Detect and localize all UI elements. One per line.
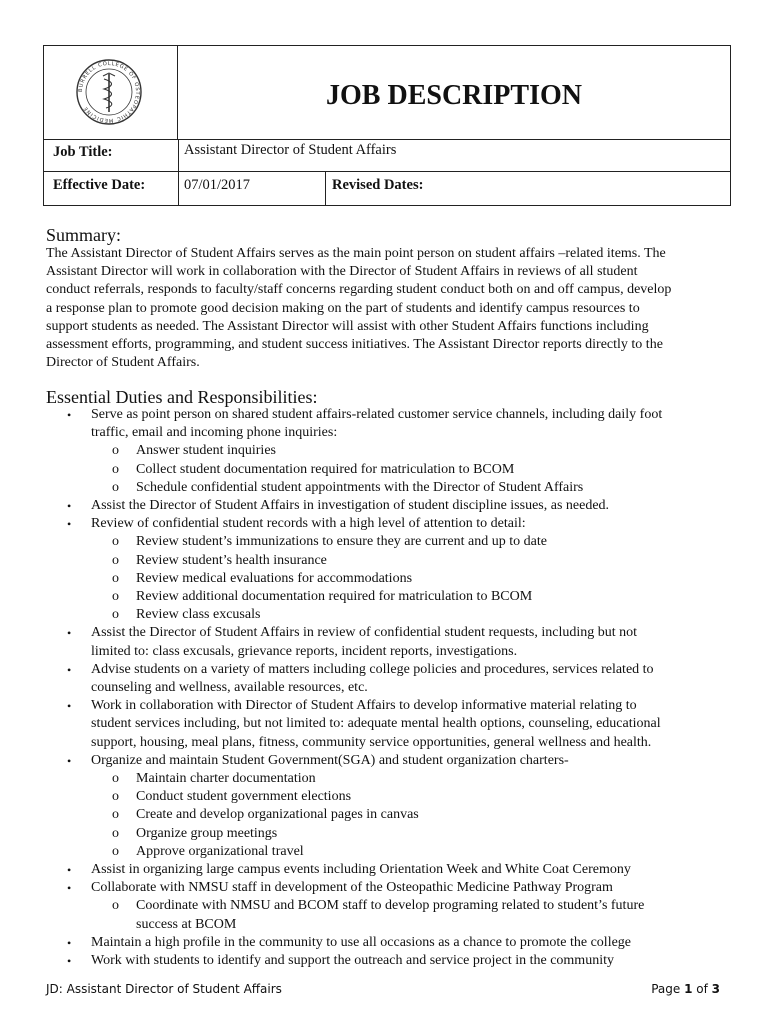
- duty-line: Organize and maintain Student Government(SGA) and student organization charters-: [91, 752, 569, 768]
- duty-bullet-item: [64, 697, 724, 752]
- sub-bullet-icon: o: [112, 843, 119, 859]
- sub-bullet-icon: o: [112, 443, 119, 459]
- sub-bullet-icon: o: [112, 461, 119, 477]
- bullet-icon: •: [67, 408, 72, 422]
- duty-line: Serve as point person on shared student affairs-related customer service channels, including daily foot: [91, 407, 663, 422]
- duty-sub-item: [112, 588, 722, 606]
- table-divider: [44, 171, 730, 172]
- sub-bullet-icon: o: [112, 771, 119, 786]
- duty-line: Maintain charter documentation: [136, 771, 316, 786]
- summary-line: Assistant Director will work in collaboration with the Director of Student Affairs in reviews of all student: [46, 264, 638, 280]
- duty-line: Work in collaboration with Director of Student Affairs to develop informative material relating to: [91, 698, 637, 714]
- duty-line: counseling and wellness, available resources, etc.: [91, 680, 368, 695]
- sub-bullet-icon: o: [112, 825, 119, 841]
- summary-line: a response plan to promote good decision making on the part of students and identify campus resources to: [46, 300, 640, 316]
- duty-line: Schedule confidential student appointments with the Director of Student Affairs: [136, 479, 584, 495]
- sub-bullet-icon: o: [112, 807, 119, 823]
- duty-line: Create and develop organizational pages in canvas: [136, 807, 419, 823]
- sub-bullet-icon: o: [112, 589, 119, 604]
- duty-sub-item: [112, 552, 722, 570]
- svg-text:BURRELL COLLEGE OF OSTEOPATHIC: BURRELL COLLEGE OF OSTEOPATHIC MEDICINE: [77, 60, 141, 124]
- table-divider: [325, 171, 326, 206]
- duty-line: Review additional documentation required for matriculation to BCOM: [136, 589, 533, 604]
- sub-bullet-icon: o: [112, 789, 119, 805]
- sub-bullet-icon: o: [112, 534, 119, 550]
- sub-bullet-icon: o: [112, 479, 119, 495]
- duty-line: Maintain a high profile in the community to use all occasions as a chance to promote the college: [91, 934, 632, 950]
- duty-line: success at BCOM: [136, 916, 237, 932]
- footer-document-label: JD: Assistant Director of Student Affairs: [46, 982, 282, 996]
- effective-date-value: 07/01/2017: [184, 177, 251, 193]
- bullet-icon: •: [67, 954, 72, 968]
- duty-line: Review student’s health insurance: [136, 552, 327, 568]
- duty-sub-item: [112, 606, 722, 624]
- summary-line: conduct referrals, responds to faculty/staff concerns regarding student conduct both on and off campus, develop: [46, 282, 672, 298]
- duty-bullet-item: [64, 952, 724, 970]
- summary-line: support students as needed. The Assistant Director will assist with other Student Affairs functions including: [46, 318, 649, 334]
- sub-bullet-icon: o: [112, 607, 119, 623]
- summary-paragraph: [46, 245, 726, 372]
- duty-line: student services including, but not limited to: adequate mental health options, counseling, educational: [91, 716, 661, 732]
- duty-bullet-item: [64, 934, 724, 952]
- sub-bullet-icon: o: [112, 552, 119, 568]
- duty-line: Assist the Director of Student Affairs in review of confidential student requests, including but not: [91, 625, 638, 641]
- duty-line: Review class excusals: [136, 607, 261, 623]
- duty-bullet-item: [64, 861, 724, 879]
- bullet-icon: •: [67, 662, 72, 677]
- summary-line: Director of Student Affairs.: [46, 355, 200, 371]
- duty-sub-item: [112, 843, 722, 861]
- duties-heading: Essential Duties and Responsibilities:: [46, 387, 318, 407]
- college-seal-logo: [44, 46, 178, 139]
- duty-line: Review medical evaluations for accommodations: [136, 570, 413, 586]
- bullet-icon: •: [67, 626, 72, 641]
- bullet-icon: •: [67, 935, 72, 950]
- duty-line: Collect student documentation required for matriculation to BCOM: [136, 461, 515, 477]
- duty-bullet-item: [64, 497, 724, 515]
- duty-line: limited to: class excusals, grievance reports, incident reports, investigations.: [91, 643, 518, 659]
- duty-sub-item: [112, 897, 722, 933]
- summary-line: assessment efforts, programming, and student success initiatives. The Assistant Director reports directly to the: [46, 337, 663, 353]
- duty-bullet-item: [64, 624, 724, 660]
- duty-line: Collaborate with NMSU staff in development of the Osteopathic Medicine Pathway Program: [91, 880, 613, 896]
- duty-line: Review student’s immunizations to ensure they are current and up to date: [136, 534, 547, 550]
- header-table: [43, 45, 731, 206]
- bullet-icon: •: [67, 499, 72, 513]
- revised-dates-label: Revised Dates:: [332, 177, 424, 193]
- duty-sub-item: [112, 770, 722, 788]
- duty-line: support, housing, meal plans, fitness, community service opportunities, general wellness and health.: [91, 734, 652, 750]
- footer-page-number: Page 1 of 3: [651, 982, 720, 996]
- sub-bullet-icon: o: [112, 898, 119, 914]
- duty-sub-item: [112, 806, 722, 824]
- effective-date-label: Effective Date:: [53, 177, 146, 193]
- duty-bullet-item: [64, 515, 724, 533]
- bullet-icon: •: [67, 863, 72, 877]
- logo-cell: [44, 46, 178, 139]
- bullet-icon: •: [67, 699, 72, 714]
- page-title: JOB DESCRIPTION: [326, 80, 582, 111]
- duty-line: Work with students to identify and support the outreach and service project in the community: [91, 953, 614, 968]
- duty-bullet-item: [64, 406, 724, 442]
- bullet-icon: •: [67, 881, 72, 896]
- bullet-icon: •: [67, 753, 72, 768]
- duty-line: Conduct student government elections: [136, 789, 352, 805]
- duty-line: Advise students on a variety of matters including college policies and procedures, services related to: [91, 661, 654, 677]
- duty-sub-item: [112, 825, 722, 843]
- duty-line: Approve organizational travel: [136, 843, 304, 859]
- title-cell: [178, 46, 730, 139]
- duty-bullet-item: [64, 661, 724, 697]
- bullet-icon: •: [67, 517, 72, 532]
- duty-sub-item: [112, 788, 722, 806]
- duty-line: Organize group meetings: [136, 825, 278, 841]
- duty-sub-item: [112, 479, 722, 497]
- duty-line: Review of confidential student records with a high level of attention to detail:: [91, 516, 526, 532]
- duty-line: traffic, email and incoming phone inquiries:: [91, 425, 338, 441]
- summary-heading: Summary:: [46, 225, 121, 245]
- duty-line: Answer student inquiries: [136, 443, 276, 459]
- duty-sub-item: [112, 570, 722, 588]
- job-title-value: Assistant Director of Student Affairs: [184, 142, 397, 158]
- summary-line: The Assistant Director of Student Affairs serves as the main point person on student affairs –related items. The: [46, 246, 666, 261]
- sub-bullet-icon: o: [112, 570, 119, 586]
- duty-sub-item: [112, 533, 722, 551]
- duty-sub-item: [112, 442, 722, 460]
- duty-line: Coordinate with NMSU and BCOM staff to develop programing related to student’s future: [136, 898, 645, 914]
- duty-line: Assist in organizing large campus events including Orientation Week and White Coat Ceremony: [91, 862, 631, 877]
- duty-bullet-item: [64, 752, 724, 770]
- duty-line: Assist the Director of Student Affairs in investigation of student discipline issues, as needed.: [91, 498, 610, 513]
- table-divider: [178, 139, 179, 206]
- duty-bullet-item: [64, 879, 724, 897]
- job-title-label: Job Title:: [53, 144, 113, 160]
- duty-sub-item: [112, 461, 722, 479]
- table-divider: [44, 139, 730, 140]
